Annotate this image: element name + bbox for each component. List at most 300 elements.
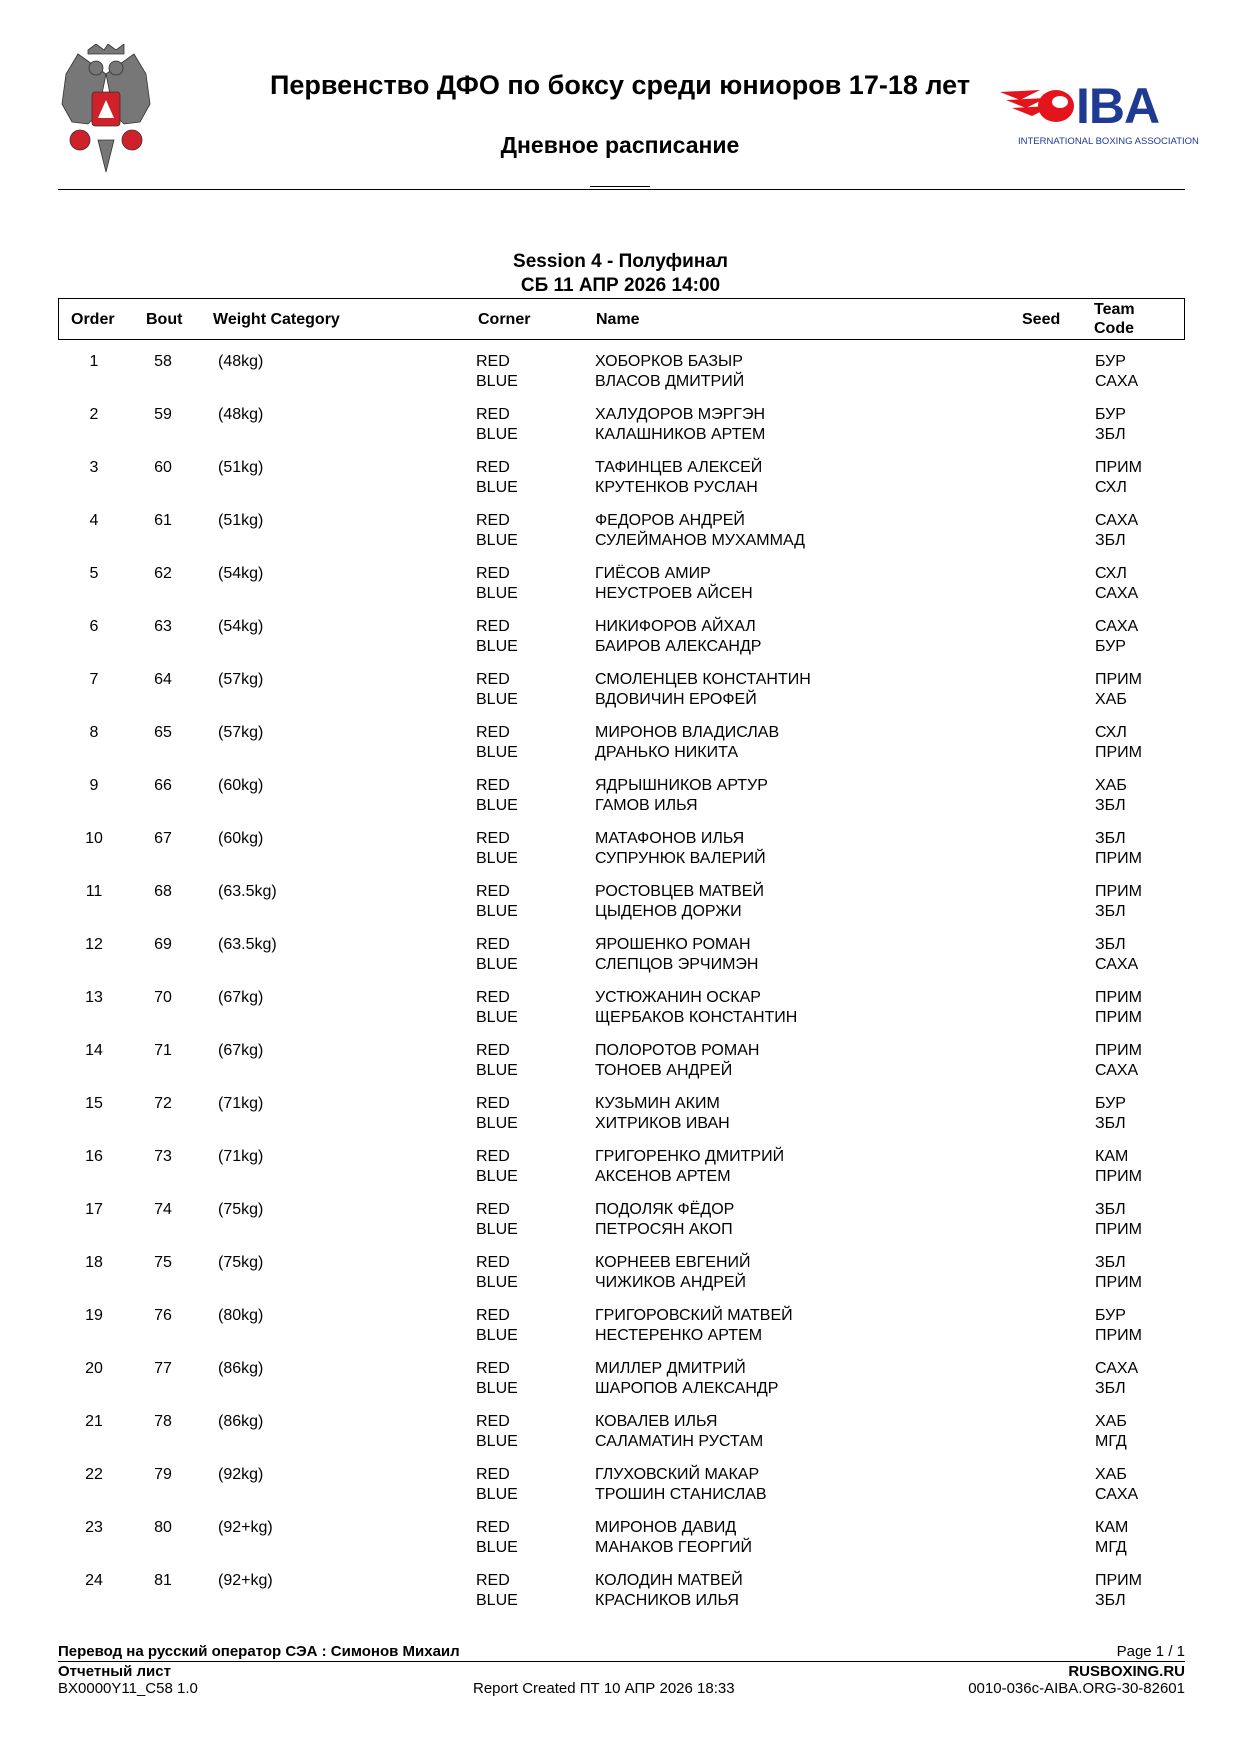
corner-cell [476, 564, 518, 604]
order-cell [58, 1094, 130, 1114]
corner-cell-corner-blue: BLUE [476, 1433, 518, 1450]
name-cell-blue: ХИТРИКОВ ИВАН [595, 1115, 730, 1132]
team-cell-team-red: БУР [1095, 353, 1126, 370]
team-cell [1095, 458, 1142, 498]
bout-cell [138, 617, 188, 637]
footer-created: Report Created ПТ 10 АПР 2026 18:33 [473, 1680, 735, 1697]
header-center-mark [590, 186, 650, 187]
bout-list [58, 352, 1185, 1624]
corner-cell [476, 1412, 518, 1452]
corner-cell-corner-blue: BLUE [476, 585, 518, 602]
corner-cell-corner-blue: BLUE [476, 744, 518, 761]
name-cell-blue: ВЛАСОВ ДМИТРИЙ [595, 373, 745, 390]
team-cell [1095, 1465, 1138, 1505]
name-cell-red: ФЕДОРОВ АНДРЕЙ [595, 512, 745, 529]
name-cell-red: ХАЛУДОРОВ МЭРГЭН [595, 406, 766, 423]
weight-cell-weight: (92+kg) [218, 1572, 273, 1589]
bout-cell-bout: 62 [154, 565, 172, 582]
corner-cell-corner-red: RED [476, 1201, 510, 1218]
weight-cell-weight: (75kg) [218, 1254, 264, 1271]
team-cell [1095, 829, 1142, 869]
table-row [58, 1253, 1185, 1306]
bout-cell [138, 511, 188, 531]
order-cell [58, 352, 130, 372]
bout-cell [138, 988, 188, 1008]
name-cell [595, 1518, 752, 1558]
weight-cell [218, 511, 263, 531]
corner-cell [476, 1571, 518, 1611]
weight-cell-weight: (57kg) [218, 724, 264, 741]
bout-cell [138, 1359, 188, 1379]
col-seed: Seed [1022, 311, 1061, 328]
bout-cell [138, 352, 188, 372]
weight-cell [218, 1041, 263, 1061]
team-cell [1095, 405, 1126, 445]
weight-cell-weight: (71kg) [218, 1148, 264, 1165]
bout-cell [138, 1253, 188, 1273]
order-cell-order: 2 [89, 406, 99, 423]
bout-cell-bout: 77 [154, 1360, 172, 1377]
weight-cell-weight: (60kg) [218, 830, 264, 847]
bout-cell [138, 935, 188, 955]
bout-cell [138, 1465, 188, 1485]
corner-cell-corner-red: RED [476, 989, 510, 1006]
order-cell [58, 1518, 130, 1538]
col-order: Order [71, 311, 115, 328]
weight-cell-weight: (71kg) [218, 1095, 264, 1112]
weight-cell [218, 1200, 263, 1220]
corner-cell-corner-red: RED [476, 830, 510, 847]
team-cell-team-red: ХАБ [1095, 777, 1127, 794]
footer-line-2 [58, 1661, 1185, 1680]
bout-cell-bout: 66 [154, 777, 172, 794]
team-cell-team-red: БУР [1095, 1095, 1126, 1112]
name-cell [595, 458, 762, 498]
corner-cell [476, 405, 518, 445]
weight-cell-weight: (60kg) [218, 777, 264, 794]
corner-cell-corner-red: RED [476, 406, 510, 423]
weight-cell [218, 1465, 263, 1485]
corner-cell-corner-red: RED [476, 618, 510, 635]
team-cell-team-red: ЗБЛ [1095, 1254, 1126, 1271]
order-cell-order: 3 [89, 459, 99, 476]
team-cell [1095, 1094, 1126, 1134]
bout-cell [138, 723, 188, 743]
team-cell [1095, 1412, 1127, 1452]
team-cell-team-red: ПРИМ [1095, 1042, 1142, 1059]
team-cell-team-red: ЗБЛ [1095, 830, 1126, 847]
corner-cell [476, 1518, 518, 1558]
name-cell-blue: КРАСНИКОВ ИЛЬЯ [595, 1592, 739, 1609]
weight-cell [218, 458, 263, 478]
team-cell-team-blue: ПРИМ [1095, 1168, 1142, 1185]
bout-cell-bout: 78 [154, 1413, 172, 1430]
weight-cell-weight: (63.5kg) [218, 936, 277, 953]
name-cell-blue: КРУТЕНКОВ РУСЛАН [595, 479, 758, 496]
bout-cell [138, 670, 188, 690]
weight-cell [218, 723, 263, 743]
name-cell-blue: СУЛЕЙМАНОВ МУХАММАД [595, 532, 805, 549]
team-cell-team-blue: ЗБЛ [1095, 797, 1126, 814]
team-cell-team-blue: ЗБЛ [1095, 532, 1126, 549]
team-cell [1095, 352, 1138, 392]
order-cell-order: 14 [85, 1042, 103, 1059]
team-cell [1095, 1041, 1142, 1081]
team-cell-team-red: САХА [1095, 1360, 1139, 1377]
bout-cell-bout: 64 [154, 671, 172, 688]
team-cell-team-blue: ПРИМ [1095, 850, 1142, 867]
bout-cell-bout: 61 [154, 512, 172, 529]
team-cell [1095, 511, 1138, 551]
name-cell [595, 670, 811, 710]
team-cell-team-red: БУР [1095, 406, 1126, 423]
table-row [58, 882, 1185, 935]
name-cell [595, 1147, 784, 1187]
name-cell-red: СМОЛЕНЦЕВ КОНСТАНТИН [595, 671, 811, 688]
weight-cell-weight: (48kg) [218, 353, 264, 370]
bout-cell [138, 1571, 188, 1591]
name-cell-blue: ГАМОВ ИЛЬЯ [595, 797, 698, 814]
name-cell-red: МАТАФОНОВ ИЛЬЯ [595, 830, 745, 847]
order-cell [58, 511, 130, 531]
weight-cell [218, 617, 263, 637]
team-cell [1095, 1359, 1138, 1399]
corner-cell-corner-red: RED [476, 1307, 510, 1324]
name-cell [595, 935, 758, 975]
corner-cell [476, 723, 518, 763]
corner-cell-corner-blue: BLUE [476, 479, 518, 496]
order-cell-order: 16 [85, 1148, 103, 1165]
weight-cell-weight: (86kg) [218, 1413, 264, 1430]
corner-cell-corner-blue: BLUE [476, 903, 518, 920]
name-cell-red: РОСТОВЦЕВ МАТВЕЙ [595, 883, 764, 900]
bout-cell-bout: 71 [154, 1042, 172, 1059]
order-cell-order: 24 [85, 1572, 103, 1589]
table-row [58, 776, 1185, 829]
corner-cell-corner-red: RED [476, 1360, 510, 1377]
weight-cell-weight: (80kg) [218, 1307, 264, 1324]
team-cell-team-red: САХА [1095, 618, 1139, 635]
corner-cell [476, 935, 518, 975]
name-cell-red: НИКИФОРОВ АЙХАЛ [595, 618, 756, 635]
table-row [58, 511, 1185, 564]
corner-cell-corner-red: RED [476, 1042, 510, 1059]
name-cell [595, 723, 779, 763]
weight-cell-weight: (54kg) [218, 618, 264, 635]
name-cell-red: ГИЁСОВ АМИР [595, 565, 711, 582]
session-title: Session 4 - Полуфинал [513, 251, 728, 272]
order-cell [58, 776, 130, 796]
team-cell [1095, 670, 1142, 710]
weight-cell-weight: (67kg) [218, 1042, 264, 1059]
order-cell-order: 19 [85, 1307, 103, 1324]
order-cell [58, 1412, 130, 1432]
weight-cell [218, 670, 263, 690]
name-cell-red: КОВАЛЕВ ИЛЬЯ [595, 1413, 718, 1430]
corner-cell-corner-blue: BLUE [476, 1274, 518, 1291]
order-cell-order: 22 [85, 1466, 103, 1483]
bout-cell-bout: 79 [154, 1466, 172, 1483]
footer-doc-id: 0010-036c-AIBA.ORG-30-82601 [968, 1680, 1185, 1697]
weight-cell [218, 1094, 263, 1114]
order-cell [58, 564, 130, 584]
order-cell [58, 1041, 130, 1061]
corner-cell-corner-blue: BLUE [476, 1221, 518, 1238]
name-cell-blue: ЦЫДЕНОВ ДОРЖИ [595, 903, 742, 920]
name-cell-blue: ПЕТРОСЯН АКОП [595, 1221, 733, 1238]
weight-cell-weight: (92kg) [218, 1466, 264, 1483]
corner-cell-corner-blue: BLUE [476, 1486, 518, 1503]
table-row [58, 564, 1185, 617]
bout-cell-bout: 72 [154, 1095, 172, 1112]
name-cell [595, 1253, 751, 1293]
weight-cell [218, 564, 263, 584]
col-corner: Corner [478, 311, 531, 328]
team-cell-team-blue: ПРИМ [1095, 1327, 1142, 1344]
order-cell [58, 829, 130, 849]
order-cell [58, 1253, 130, 1273]
corner-cell-corner-blue: BLUE [476, 1009, 518, 1026]
corner-cell [476, 882, 518, 922]
order-cell-order: 21 [85, 1413, 103, 1430]
bout-cell [138, 1094, 188, 1114]
name-cell [595, 1465, 767, 1505]
corner-cell-corner-red: RED [476, 1254, 510, 1271]
weight-cell [218, 405, 263, 425]
team-cell-team-blue: ПРИМ [1095, 1274, 1142, 1291]
order-cell [58, 882, 130, 902]
team-cell-team-blue: БУР [1095, 638, 1126, 655]
name-cell-blue: НЕУСТРОЕВ АЙСЕН [595, 585, 753, 602]
team-cell-team-red: ПРИМ [1095, 989, 1142, 1006]
name-cell [595, 776, 768, 816]
team-cell-team-blue: САХА [1095, 585, 1139, 602]
corner-cell-corner-red: RED [476, 883, 510, 900]
order-cell-order: 4 [89, 512, 99, 529]
team-cell-team-red: ЗБЛ [1095, 936, 1126, 953]
team-cell [1095, 1306, 1142, 1346]
corner-cell-corner-blue: BLUE [476, 532, 518, 549]
name-cell-red: КОРНЕЕВ ЕВГЕНИЙ [595, 1254, 751, 1271]
team-cell-team-red: КАМ [1095, 1519, 1129, 1536]
name-cell-red: МИЛЛЕР ДМИТРИЙ [595, 1360, 746, 1377]
table-row [58, 1465, 1185, 1518]
name-cell-blue: ВДОВИЧИН ЕРОФЕЙ [595, 691, 757, 708]
team-cell [1095, 1571, 1142, 1611]
corner-cell [476, 776, 518, 816]
footer-page: Page 1 / 1 [1116, 1643, 1185, 1660]
team-cell-team-blue: ПРИМ [1095, 1221, 1142, 1238]
team-cell-team-red: ПРИМ [1095, 1572, 1142, 1589]
page-subtitle: Дневное расписание [500, 132, 740, 158]
name-cell-blue: НЕСТЕРЕНКО АРТЕМ [595, 1327, 763, 1344]
col-bout: Bout [146, 311, 183, 328]
name-cell [595, 511, 805, 551]
order-cell-order: 11 [85, 883, 103, 900]
order-cell [58, 1200, 130, 1220]
order-cell-order: 8 [89, 724, 99, 741]
order-cell-order: 10 [85, 830, 103, 847]
weight-cell-weight: (67kg) [218, 989, 264, 1006]
team-cell-team-blue: СХЛ [1095, 479, 1127, 496]
team-cell-team-red: БУР [1095, 1307, 1126, 1324]
name-cell-red: УСТЮЖАНИН ОСКАР [595, 989, 761, 1006]
name-cell-blue: ТОНОЕВ АНДРЕЙ [595, 1062, 733, 1079]
name-cell [595, 564, 753, 604]
name-cell-red: ЯДРЫШНИКОВ АРТУР [595, 777, 768, 794]
name-cell [595, 617, 761, 657]
weight-cell [218, 1412, 263, 1432]
weight-cell [218, 1306, 263, 1326]
bout-cell-bout: 75 [154, 1254, 172, 1271]
team-cell-team-blue: ЗБЛ [1095, 1380, 1126, 1397]
team-cell [1095, 1147, 1142, 1187]
team-cell-team-blue: ЗБЛ [1095, 1115, 1126, 1132]
col-team-label: Team [1094, 301, 1135, 318]
weight-cell [218, 1147, 263, 1167]
name-cell-blue: СЛЕПЦОВ ЭРЧИМЭН [595, 956, 759, 973]
bout-cell-bout: 60 [154, 459, 172, 476]
bout-cell [138, 776, 188, 796]
name-cell-blue: БАИРОВ АЛЕКСАНДР [595, 638, 762, 655]
bout-cell-bout: 68 [154, 883, 172, 900]
corner-cell-corner-blue: BLUE [476, 1380, 518, 1397]
team-cell [1095, 935, 1138, 975]
table-row [58, 829, 1185, 882]
team-cell-team-blue: ЗБЛ [1095, 903, 1126, 920]
bout-cell [138, 1412, 188, 1432]
name-cell-red: ГРИГОРОВСКИЙ МАТВЕЙ [595, 1307, 793, 1324]
team-cell [1095, 617, 1138, 657]
weight-cell [218, 988, 263, 1008]
corner-cell-corner-red: RED [476, 512, 510, 529]
table-row [58, 1094, 1185, 1147]
name-cell [595, 1571, 743, 1611]
name-cell-blue: ШАРОПОВ АЛЕКСАНДР [595, 1380, 779, 1397]
corner-cell [476, 1465, 518, 1505]
name-cell [595, 1359, 778, 1399]
team-cell-team-red: ПРИМ [1095, 883, 1142, 900]
corner-cell [476, 1147, 518, 1187]
corner-cell [476, 1359, 518, 1399]
team-cell-team-blue: МГД [1095, 1539, 1127, 1556]
bout-cell-bout: 58 [154, 353, 172, 370]
weight-cell [218, 935, 277, 955]
session-heading [0, 250, 1241, 298]
bout-cell [138, 1200, 188, 1220]
weight-cell-weight: (75kg) [218, 1201, 264, 1218]
col-team-code [1094, 300, 1135, 338]
order-cell [58, 1465, 130, 1485]
table-row [58, 1147, 1185, 1200]
order-cell-order: 9 [89, 777, 99, 794]
bout-cell [138, 1147, 188, 1167]
team-cell-team-red: КАМ [1095, 1148, 1129, 1165]
order-cell [58, 1147, 130, 1167]
team-cell [1095, 988, 1142, 1028]
order-cell-order: 17 [85, 1201, 103, 1218]
footer-code: BX0000Y11_C58 1.0 [58, 1680, 198, 1697]
order-cell-order: 6 [89, 618, 99, 635]
weight-cell [218, 1359, 263, 1379]
name-cell-red: КОЛОДИН МАТВЕЙ [595, 1572, 743, 1589]
weight-cell [218, 829, 263, 849]
table-row [58, 1306, 1185, 1359]
order-cell-order: 15 [85, 1095, 103, 1112]
col-weight-category: Weight Category [213, 311, 340, 328]
name-cell-red: МИРОНОВ ВЛАДИСЛАВ [595, 724, 780, 741]
team-cell [1095, 723, 1142, 763]
name-cell [595, 1094, 730, 1134]
bout-cell-bout: 74 [154, 1201, 172, 1218]
name-cell-blue: ДРАНЬКО НИКИТА [595, 744, 738, 761]
corner-cell-corner-red: RED [476, 1095, 510, 1112]
corner-cell-corner-blue: BLUE [476, 1539, 518, 1556]
table-row [58, 352, 1185, 405]
bout-cell-bout: 65 [154, 724, 172, 741]
corner-cell-corner-red: RED [476, 936, 510, 953]
bout-cell [138, 1306, 188, 1326]
bout-cell-bout: 67 [154, 830, 172, 847]
team-cell-team-red: ПРИМ [1095, 459, 1142, 476]
corner-cell-corner-red: RED [476, 1413, 510, 1430]
table-row [58, 1518, 1185, 1571]
footer-translator: Перевод на русский оператор СЭА : Симонов Михаил [58, 1643, 460, 1660]
corner-cell-corner-red: RED [476, 353, 510, 370]
corner-cell-corner-blue: BLUE [476, 1592, 518, 1609]
team-cell-team-red: САХА [1095, 512, 1139, 529]
name-cell-blue: ЩЕРБАКОВ КОНСТАНТИН [595, 1009, 798, 1026]
corner-cell-corner-red: RED [476, 459, 510, 476]
name-cell-blue: СУПРУНЮК ВАЛЕРИЙ [595, 850, 766, 867]
bout-cell [138, 1518, 188, 1538]
bout-cell-bout: 81 [154, 1572, 172, 1589]
bout-cell-bout: 63 [154, 618, 172, 635]
weight-cell-weight: (51kg) [218, 459, 264, 476]
bout-cell [138, 1041, 188, 1061]
header-divider [58, 189, 1185, 190]
team-cell [1095, 1200, 1142, 1240]
footer-report-type: Отчетный лист [58, 1663, 171, 1680]
corner-cell-corner-blue: BLUE [476, 956, 518, 973]
russian-eagle-emblem-icon [58, 44, 154, 174]
name-cell-blue: САЛАМАТИН РУСТАМ [595, 1433, 764, 1450]
weight-cell-weight: (48kg) [218, 406, 264, 423]
corner-cell [476, 1094, 518, 1134]
weight-cell [218, 1571, 273, 1591]
table-row [58, 1412, 1185, 1465]
bout-cell-bout: 76 [154, 1307, 172, 1324]
team-cell-team-blue: САХА [1095, 956, 1139, 973]
weight-cell [218, 1518, 273, 1538]
name-cell-blue: АКСЕНОВ АРТЕМ [595, 1168, 731, 1185]
iba-logo-text: IBA [1076, 78, 1160, 134]
team-cell [1095, 776, 1127, 816]
corner-cell-corner-blue: BLUE [476, 691, 518, 708]
corner-cell [476, 988, 518, 1028]
name-cell [595, 352, 744, 392]
name-cell-blue: ЧИЖИКОВ АНДРЕЙ [595, 1274, 747, 1291]
corner-cell-corner-blue: BLUE [476, 850, 518, 867]
weight-cell-weight: (54kg) [218, 565, 264, 582]
team-cell-team-blue: ПРИМ [1095, 1009, 1142, 1026]
name-cell-red: ПОЛОРОТОВ РОМАН [595, 1042, 760, 1059]
corner-cell [476, 1200, 518, 1240]
corner-cell-corner-blue: BLUE [476, 426, 518, 443]
table-row [58, 723, 1185, 776]
corner-cell [476, 1306, 518, 1346]
corner-cell-corner-blue: BLUE [476, 638, 518, 655]
